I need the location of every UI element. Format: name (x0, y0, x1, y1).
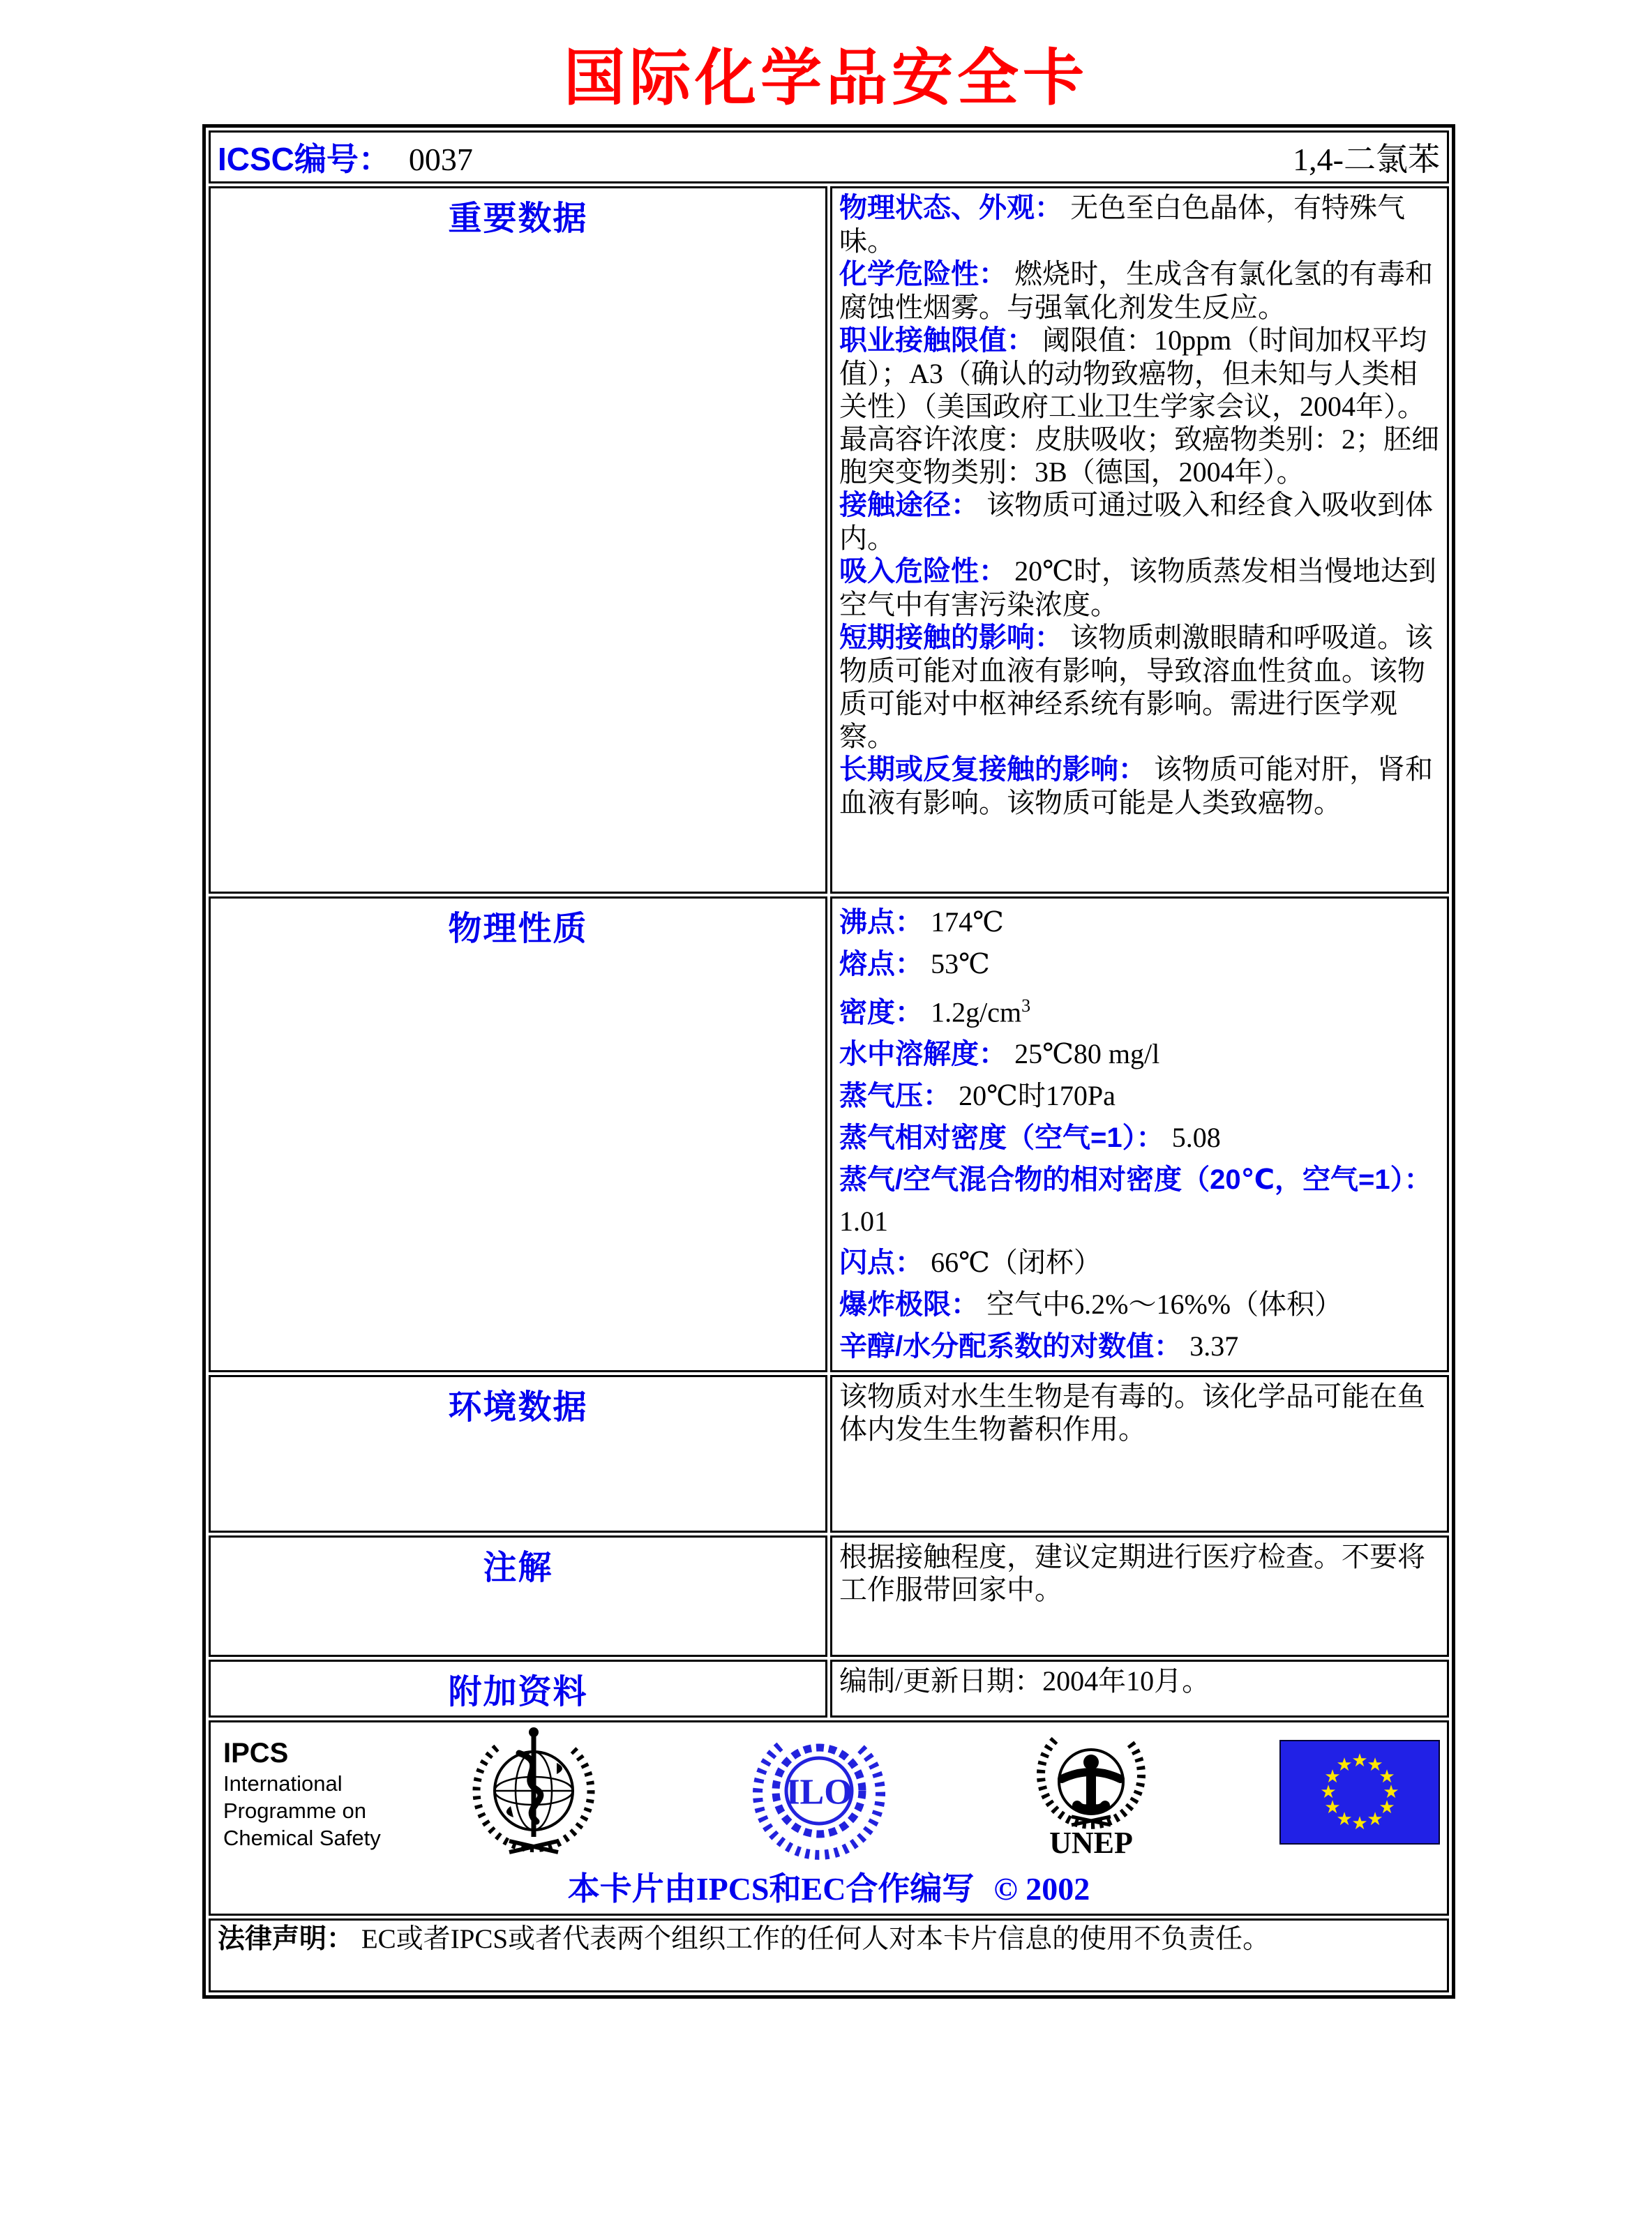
field-label: 化学危险性： (839, 259, 1007, 290)
field-label: 短期接触的影响： (839, 622, 1062, 653)
ilo-logo-icon (749, 1724, 889, 1864)
ipcs-line: International (223, 1771, 343, 1796)
field-long-term-effects (839, 753, 1440, 819)
field-value: 53℃ (931, 948, 990, 979)
field-label: 密度： (839, 997, 923, 1028)
physical-properties-content (839, 901, 1440, 1367)
field-label: 蒸气相对密度（空气=1）： (839, 1122, 1164, 1154)
field-vapor-density (839, 1117, 1440, 1159)
field-value: 5.08 (1171, 1122, 1221, 1154)
who-logo-icon (469, 1724, 599, 1864)
important-data-row (209, 186, 1449, 894)
field-flash-point (839, 1242, 1440, 1284)
svg-text:★: ★ (1336, 1808, 1353, 1830)
field-physical-state (839, 191, 1440, 257)
svg-text:★: ★ (1379, 1796, 1395, 1818)
legal-row (209, 1918, 1449, 1992)
organization-logos (218, 1725, 1440, 1862)
svg-text:★: ★ (1336, 1754, 1353, 1775)
svg-text:★: ★ (1324, 1796, 1341, 1818)
field-label: 蒸气压： (839, 1081, 951, 1112)
additional-info-content: 编制/更新日期：2004年10月。 (839, 1665, 1210, 1697)
field-value: 燃烧时，生成含有氯化氢的有毒和腐蚀性烟雾。与强氧化剂发生反应。 (839, 258, 1434, 323)
legal-statement (218, 1923, 1440, 1955)
icsc-number-label: ICSC编号： (218, 141, 391, 177)
ipcs-text-block (223, 1736, 402, 1852)
field-exposure-routes (839, 488, 1440, 555)
svg-text:★: ★ (1367, 1754, 1383, 1775)
svg-text:★: ★ (1379, 1766, 1395, 1787)
field-label: 职业接触限值： (839, 325, 1035, 356)
field-melting-point (839, 943, 1440, 985)
field-chemical-danger (839, 257, 1440, 324)
field-label: 吸入危险性： (839, 556, 1007, 587)
field-boiling-point (839, 901, 1440, 943)
field-label: 辛醇/水分配系数的对数值： (839, 1331, 1182, 1362)
field-value: 该物质可能对肝，肾和血液有影响。该物质可能是人类致癌物。 (839, 753, 1434, 818)
header-row (209, 130, 1449, 183)
field-value: 该物质刺激眼睛和呼吸道。该物质可能对血液有影响，导致溶血性贫血。该物质可能对中枢神经系统有影响。需进行医学观察。 (839, 622, 1434, 752)
environmental-data-row (209, 1375, 1449, 1533)
field-label: 水中溶解度： (839, 1039, 1007, 1070)
field-label: 长期或反复接触的影响： (839, 754, 1146, 785)
svg-text:★: ★ (1383, 1781, 1399, 1803)
field-explosive-limits (839, 1284, 1440, 1325)
ipcs-acronym: IPCS (223, 1737, 289, 1768)
field-label: 蒸气/空气混合物的相对密度（20℃，空气=1）： (839, 1164, 1432, 1196)
svg-text:★: ★ (1351, 1750, 1368, 1771)
field-value: 该物质可通过吸入和经食入吸收到体内。 (839, 489, 1434, 554)
row-label-physical-properties: 物理性质 (448, 910, 588, 947)
cooperation-caption (218, 1863, 1440, 1909)
row-label-environmental-data: 环境数据 (448, 1389, 588, 1427)
svg-text:★: ★ (1367, 1808, 1383, 1830)
field-occupational-limits (839, 324, 1440, 488)
svg-text:★: ★ (1320, 1781, 1337, 1803)
field-density (839, 985, 1440, 1033)
field-label: 闪点： (839, 1247, 923, 1279)
field-octanol-water-coefficient (839, 1325, 1440, 1367)
field-value: 1.2g/cm (931, 996, 1022, 1028)
field-value: 无色至白色晶体，有特殊气味。 (839, 192, 1406, 257)
field-inhalation-risk (839, 555, 1440, 621)
field-short-term-effects (839, 621, 1440, 753)
row-label-additional-info: 附加资料 (448, 1674, 588, 1711)
legal-statement-label: 法律声明： (218, 1924, 354, 1955)
field-value: 20℃时，该物质蒸发相当慢地达到空气中有害污染浓度。 (839, 555, 1436, 620)
ilo-logo-letters: ILO (786, 1772, 853, 1812)
field-label: 接触途径： (839, 490, 979, 520)
field-value: 20℃时170Pa (959, 1080, 1116, 1112)
field-value: 1.01 (839, 1206, 888, 1238)
additional-info-row (209, 1660, 1449, 1718)
chemical-name: 1,4-二氯苯 (1293, 142, 1440, 177)
row-label-important-data: 重要数据 (448, 200, 588, 237)
card-header (218, 135, 1440, 179)
page-title: 国际化学品安全卡 (563, 45, 1088, 113)
logos-row (209, 1720, 1449, 1916)
field-label: 沸点： (839, 907, 923, 938)
unep-logo-icon (1028, 1719, 1154, 1869)
field-value: 空气中6.2%～16%%（体积） (986, 1289, 1343, 1321)
field-vapor-air-density (839, 1159, 1440, 1242)
density-exponent: 3 (1021, 996, 1031, 1016)
field-label: 熔点： (839, 949, 923, 979)
field-value: 25℃80 mg/l (1014, 1038, 1160, 1070)
physical-properties-row (209, 896, 1449, 1372)
svg-text:★: ★ (1324, 1766, 1341, 1787)
field-vapor-pressure (839, 1075, 1440, 1117)
copyright-text: © 2002 (993, 1871, 1090, 1907)
notes-content: 根据接触程度，建议定期进行医疗检查。不要将工作服带回家中。 (839, 1541, 1425, 1606)
field-value: 174℃ (931, 906, 1004, 938)
field-value: 阈限值：10ppm（时间加权平均值）；A3（确认的动物致癌物，但未知与人类相关性）（美国政府工业卫生学家会议，2004年）。最高容许浓度：皮肤吸收；致癌物类别：2；胚细胞突变物类别：3B（德国，2004年）。 (839, 324, 1439, 488)
environmental-data-content: 该物质对水生生物是有毒的。该化学品可能在鱼体内发生生物蓄积作用。 (839, 1381, 1425, 1445)
svg-text:★: ★ (1351, 1812, 1368, 1834)
legal-statement-text: EC或者IPCS或者代表两个组织工作的任何人对本卡片信息的使用不负责任。 (361, 1924, 1270, 1955)
icsc-number-value: 0037 (408, 142, 473, 177)
eu-flag-icon (1279, 1740, 1440, 1848)
ipcs-line: Chemical Safety (223, 1825, 381, 1850)
notes-row (209, 1535, 1449, 1657)
field-label: 物理状态、外观： (839, 193, 1062, 223)
caption-text: 本卡片由IPCS和EC合作编写 (567, 1871, 975, 1907)
field-water-solubility (839, 1033, 1440, 1075)
important-data-content (839, 191, 1440, 819)
row-label-notes: 注解 (483, 1549, 553, 1587)
unep-logo-letters: UNEP (1049, 1825, 1133, 1860)
safety-card-table (202, 124, 1455, 1999)
field-label: 爆炸极限： (839, 1289, 979, 1321)
field-value: 66℃（闭杯） (931, 1247, 1102, 1279)
field-value: 3.37 (1189, 1330, 1239, 1362)
ipcs-line: Programme on (223, 1798, 367, 1823)
